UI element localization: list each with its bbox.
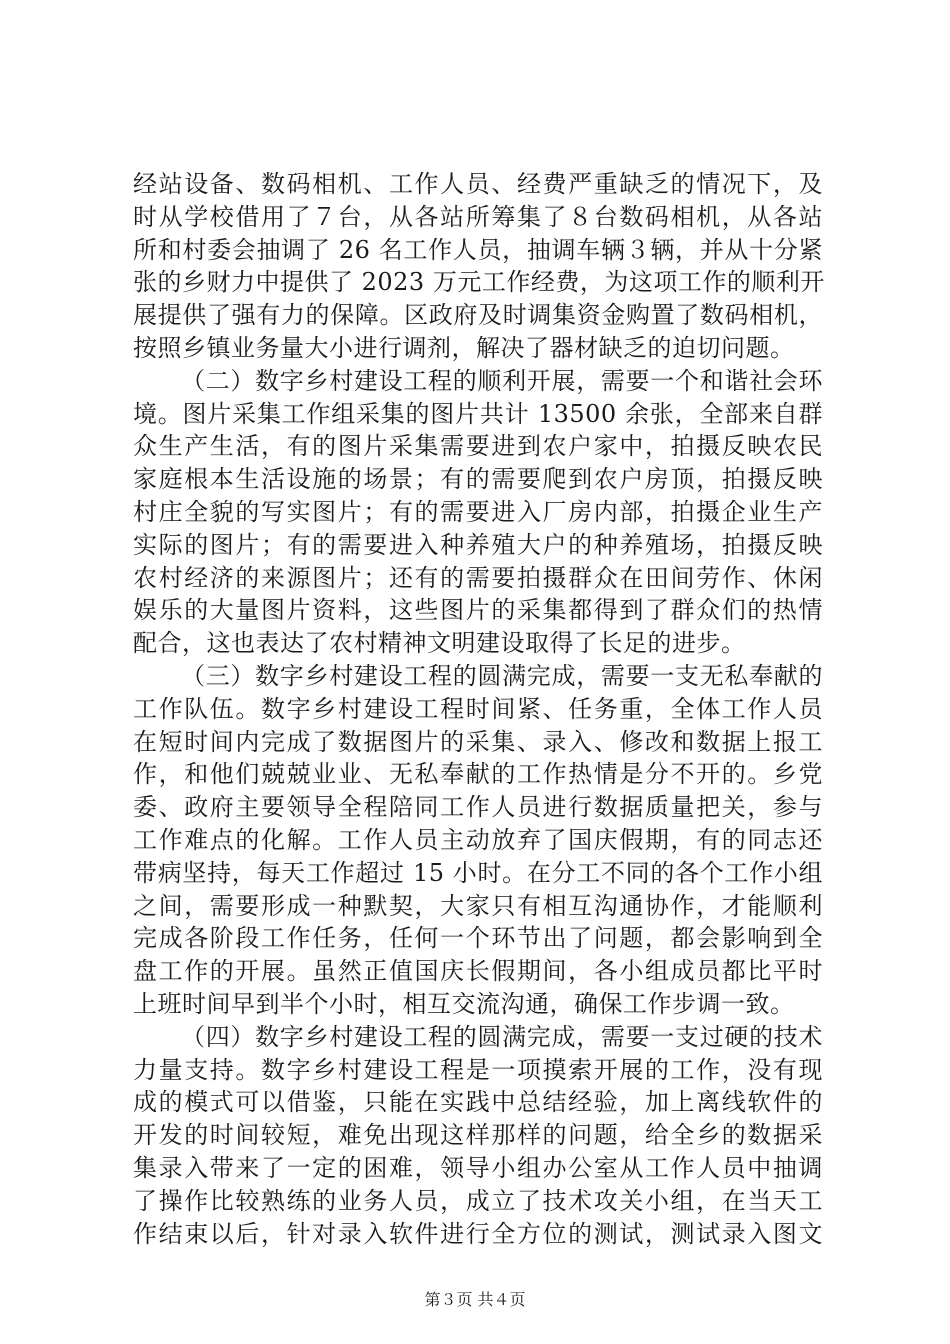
text-line: 在短时间内完成了数据图片的采集、录入、修改和数据上报工: [133, 727, 823, 756]
text-line: 时从学校借用了７台，从各站所筹集了８台数码相机，从各站: [133, 202, 823, 231]
text-line: 按照乡镇业务量大小进行调剂，解决了器材缺乏的迫切问题。: [133, 333, 795, 362]
text-line: 配合，这也表达了农村精神文明建设取得了长足的进步。: [133, 629, 746, 658]
text-line: 村庄全貌的写实图片；有的需要进入厂房内部，拍摄企业生产: [133, 497, 823, 526]
text-line: 境。图片采集工作组采集的图片共计 13500 余张，全部来自群: [133, 399, 823, 428]
text-line: 成的模式可以借鉴，只能在实践中总结经验，加上离线软件的: [133, 1088, 823, 1117]
text-line: 委、政府主要领导全程陪同工作人员进行数据质量把关，参与: [133, 793, 823, 822]
body-text: [133, 168, 823, 1250]
paragraph-2-start: （二）数字乡村建设工程的顺利开展，需要一个和谐社会环: [181, 366, 823, 395]
paragraph-3-start: （三）数字乡村建设工程的圆满完成，需要一支无私奉献的: [181, 661, 823, 690]
text-line: 作结束以后，针对录入软件进行全方位的测试，测试录入图文: [133, 1219, 823, 1248]
text-line: 盘工作的开展。虽然正值国庆长假期间，各小组成员都比平时: [133, 957, 823, 986]
text-line: 之间，需要形成一种默契，大家只有相互沟通协作，才能顺利: [133, 891, 823, 920]
text-line: 经站设备、数码相机、工作人员、经费严重缺乏的情况下，及: [133, 170, 823, 198]
text-line: 展提供了强有力的保障。区政府及时调集资金购置了数码相机，: [133, 301, 823, 330]
text-line: 集录入带来了一定的困难，领导小组办公室从工作人员中抽调: [133, 1153, 823, 1182]
text-line: 力量支持。数字乡村建设工程是一项摸索开展的工作，没有现: [133, 1055, 823, 1084]
text-line: 工作难点的化解。工作人员主动放弃了国庆假期，有的同志还: [133, 825, 823, 854]
text-line: 众生产生活，有的图片采集需要进到农户家中，拍摄反映农民: [133, 432, 823, 461]
text-line: 了操作比较熟练的业务人员，成立了技术攻关小组，在当天工: [133, 1186, 823, 1215]
text-line: 带病坚持，每天工作超过 15 小时。在分工不同的各个工作小组: [133, 858, 823, 887]
text-line: 作，和他们兢兢业业、无私奉献的工作热情是分不开的。乡党: [133, 760, 823, 789]
text-line: 所和村委会抽调了 26 名工作人员，抽调车辆３辆，并从十分紧: [133, 235, 823, 264]
text-line: 工作队伍。数字乡村建设工程时间紧、任务重，全体工作人员: [133, 694, 823, 723]
paragraph-4-start: （四）数字乡村建设工程的圆满完成，需要一支过硬的技术: [181, 1022, 823, 1051]
text-line: 家庭根本生活设施的场景；有的需要爬到农户房顶，拍摄反映: [133, 465, 823, 494]
text-line: 开发的时间较短，难免出现这样那样的问题，给全乡的数据采: [133, 1121, 823, 1150]
text-line: 农村经济的来源图片；还有的需要拍摄群众在田间劳作、休闲: [133, 563, 823, 592]
text-line: 实际的图片；有的需要进入种养殖大户的种养殖场，拍摄反映: [133, 530, 823, 559]
text-line: 娱乐的大量图片资料，这些图片的采集都得到了群众们的热情: [133, 596, 823, 625]
text-line: 张的乡财力中提供了 2023 万元工作经费，为这项工作的顺利开: [133, 268, 825, 297]
text-line: 完成各阶段工作任务，任何一个环节出了问题，都会影响到全: [133, 924, 823, 953]
text-line: 上班时间早到半个小时，相互交流沟通，确保工作步调一致。: [133, 989, 795, 1018]
page-footer: 第３页 共４页: [424, 1290, 526, 1309]
